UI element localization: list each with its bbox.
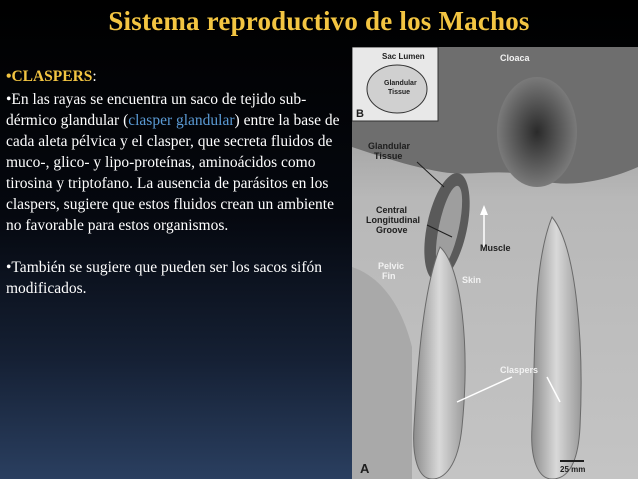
label-glandular-2: Tissue xyxy=(374,151,403,161)
heading-keyword: CLASPERS xyxy=(11,68,93,85)
paragraph-1 xyxy=(6,89,346,236)
label-inset-tissue: Tissue xyxy=(388,89,411,96)
label-inset-glandular: Glandular xyxy=(384,80,417,87)
label-panel-a: A xyxy=(360,461,370,476)
label-muscle: Muscle xyxy=(480,243,511,253)
label-sac-lumen: Sac Lumen xyxy=(382,52,425,61)
clasper-glandular-highlight: clasper glandular xyxy=(128,112,235,129)
cloaca-region xyxy=(497,77,577,187)
label-groove: Groove xyxy=(376,225,408,235)
label-skin: Skin xyxy=(462,275,482,285)
anatomy-illustration xyxy=(352,47,638,479)
label-fin: Fin xyxy=(382,271,396,281)
label-pelvic: Pelvic xyxy=(378,261,405,271)
heading-bullet: • xyxy=(6,68,12,85)
anatomy-photo xyxy=(352,47,638,479)
label-longitudinal: Longitudinal xyxy=(366,215,420,225)
label-claspers: Claspers xyxy=(500,365,539,375)
label-panel-b: B xyxy=(356,108,364,120)
label-glandular-1: Glandular xyxy=(368,141,411,151)
label-cloaca: Cloaca xyxy=(500,53,530,63)
claspers-heading xyxy=(6,66,346,87)
paragraph-2: •También se sugiere que pueden ser los sacos sifón modificados. xyxy=(6,259,322,297)
paragraph-1-start: •En las rayas se encuentra un saco de tejido sub-dérmico glandular ( xyxy=(6,91,307,129)
paragraph-1-end: ) entre la base de cada aleta pélvica y el clasper, que secreta fluidos de muco-, glico- y lipo-proteínas, aminoácidos como tirosina y triptofano. La ausencia de parásitos en los claspers, sugiere que estos fluidos crean un ambiente no favorable para estos organismos. xyxy=(6,112,340,234)
label-central: Central xyxy=(376,205,408,215)
slide-title: Sistema reproductivo de los Machos xyxy=(108,6,530,36)
heading-colon: : xyxy=(92,68,97,85)
label-scale: 25 mm xyxy=(560,465,586,474)
text-panel xyxy=(6,66,346,299)
